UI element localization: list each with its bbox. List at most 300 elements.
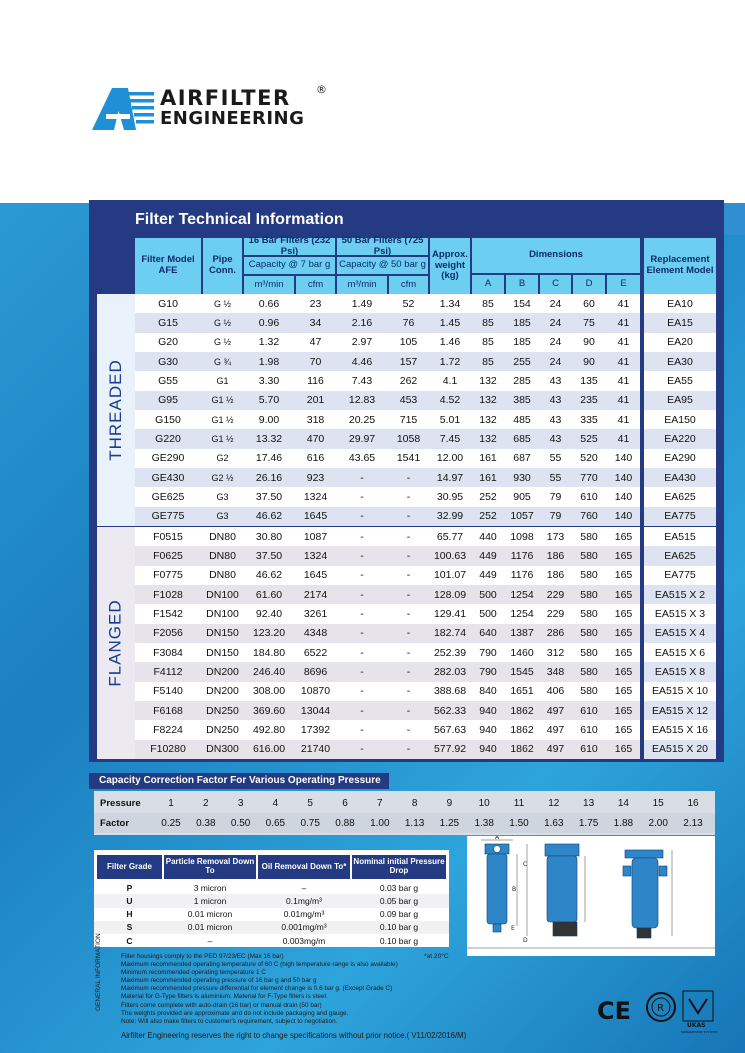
cell-m3b: 4.46 (351, 355, 373, 368)
note-line: Maximum recommended pressure differential for element change is 0.6 bar g. (Except Grade C) (121, 985, 393, 993)
grade-cell: 0.003mg/m (282, 935, 326, 946)
grade-cell: 0.10 bar g (379, 922, 419, 933)
cell-e: 165 (614, 743, 633, 756)
cell-pipe: G ¾ (213, 356, 231, 367)
pressure-value: 4 (272, 797, 279, 809)
cell-replacement: EA55 (644, 371, 716, 390)
note-line: Maximum recommended operating temperature of 60 C (high temperature range is also available) (121, 961, 398, 969)
cell-cfma: 1324 (303, 549, 328, 562)
header-dim-d: D (573, 275, 605, 294)
grade-row (94, 881, 449, 895)
cell-m3a: 5.70 (258, 394, 280, 407)
cell-m3a: 184.80 (252, 646, 286, 659)
cell-a: 132 (479, 432, 497, 445)
cell-wt: 7.45 (439, 432, 461, 445)
cell-c: 348 (546, 665, 565, 678)
cell-cfma: 201 (306, 394, 325, 407)
cell-c: 312 (546, 646, 565, 659)
cell-m3b: - (360, 646, 364, 659)
cell-a: 940 (479, 723, 497, 736)
cell-replacement: EA30 (644, 352, 716, 371)
cell-cfma: 1645 (303, 569, 328, 582)
cell-m3b: - (360, 588, 364, 601)
cell-e: 165 (614, 569, 633, 582)
airfilter-logo-icon (92, 88, 156, 130)
cell-m3b: - (360, 471, 364, 484)
cell-model: F0775 (153, 569, 183, 582)
cell-model: F2056 (153, 627, 183, 640)
table-row (135, 429, 640, 448)
cell-a: 252 (479, 510, 497, 523)
cell-cfmb: - (406, 723, 411, 736)
cell-d: 60 (583, 297, 595, 310)
cell-cfma: 8696 (303, 665, 328, 678)
g-type-filter-drawing (485, 844, 509, 932)
cell-e: 165 (614, 607, 633, 620)
grade-cell: 0.09 bar g (379, 909, 419, 920)
cell-c: 43 (549, 432, 562, 445)
cell-b: 285 (513, 374, 531, 387)
grade-cell: 0.01mg/m³ (283, 909, 325, 920)
cell-cfma: 23 (309, 297, 322, 310)
cell-b: 185 (513, 336, 531, 349)
cell-e: 41 (617, 316, 630, 329)
grade-cell: 1 micron (193, 895, 227, 906)
diagram-label-b: B (512, 886, 517, 893)
note-line: Maximum recommended operating pressure of 16 bar g and 50 bar g (121, 977, 317, 985)
factor-value: 0.25 (161, 817, 181, 829)
cell-b: 1862 (510, 723, 534, 736)
table-row (135, 682, 640, 701)
cell-c: 43 (549, 394, 562, 407)
header-dim-c: C (540, 275, 571, 294)
cell-replacement: EA625 (644, 487, 716, 506)
cell-cfmb: - (406, 471, 411, 484)
cell-pipe: DN200 (206, 685, 239, 698)
cell-model: F0515 (153, 530, 183, 543)
cell-pipe: G1 (216, 375, 229, 386)
cell-m3b: 20.25 (348, 413, 376, 426)
cell-b: 185 (513, 316, 531, 329)
cell-pipe: G1 ½ (211, 395, 234, 406)
cell-d: 90 (583, 336, 595, 349)
cell-model: F8224 (153, 723, 183, 736)
cell-pipe: G1 ½ (211, 433, 234, 444)
cell-pipe: DN100 (206, 588, 239, 601)
cell-cfma: 13044 (300, 704, 331, 717)
cell-model: GE775 (151, 510, 185, 523)
cell-m3b: 7.43 (351, 374, 373, 387)
header-model: Filter Model AFE (135, 238, 201, 294)
cell-e: 165 (614, 704, 633, 717)
cell-cfma: 1645 (303, 510, 328, 523)
threaded-label: THREADED (106, 359, 126, 461)
cell-m3b: - (360, 490, 364, 503)
cell-pipe: DN300 (206, 743, 239, 756)
cell-model: F5140 (153, 685, 183, 698)
cell-a: 500 (479, 607, 497, 620)
cell-m3a: 1.98 (258, 355, 280, 368)
cell-cfmb: 52 (402, 297, 415, 310)
cell-e: 140 (614, 490, 633, 503)
side-flanged (97, 527, 135, 759)
cell-replacement: EA515 (644, 527, 716, 546)
cell-m3b: - (360, 685, 364, 698)
grade-cell: U (126, 895, 133, 906)
cell-b: 1098 (510, 530, 534, 543)
cell-m3b: - (360, 743, 364, 756)
temperature-note: *at 20°C (424, 953, 449, 960)
cell-m3a: 9.00 (258, 413, 280, 426)
cell-wt: 12.00 (436, 452, 464, 465)
cell-b: 1651 (510, 685, 534, 698)
cell-m3a: 308.00 (252, 685, 286, 698)
table-row (135, 546, 640, 565)
cell-d: 610 (580, 723, 598, 736)
cell-e: 41 (617, 336, 630, 349)
cell-replacement: EA10 (644, 294, 716, 313)
cell-d: 760 (580, 510, 598, 523)
diagram-label-a: A (495, 836, 500, 841)
factor-value: 2.13 (683, 817, 703, 829)
cell-pipe: G1 ½ (211, 414, 234, 425)
cell-m3a: 46.62 (255, 510, 283, 523)
diagram-label-d: D (523, 937, 528, 944)
note-line: Filters come complete with auto-drain (16 bar) or manual drain (50 bar) (121, 1001, 322, 1009)
pressure-value: 6 (342, 797, 348, 809)
cell-cfmb: 453 (399, 394, 418, 407)
cell-e: 165 (614, 530, 633, 543)
cell-e: 165 (614, 685, 633, 698)
cell-d: 90 (583, 355, 595, 368)
pressure-value: 5 (307, 797, 313, 809)
cell-e: 140 (614, 510, 633, 523)
note-line: Note: Will also make filters to customer's requirement, subject to negotiation. (121, 1017, 338, 1025)
diagram-label-e: E (511, 925, 515, 932)
pressure-value: 3 (237, 797, 244, 809)
factor-label: Factor (100, 817, 130, 829)
cell-cfma: 47 (309, 336, 322, 349)
cell-cfmb: - (406, 743, 411, 756)
cell-cfmb: - (406, 569, 411, 582)
pressure-value: 2 (203, 797, 209, 809)
table-row (135, 313, 640, 332)
grade-cell: 3 micron (193, 882, 227, 893)
cell-d: 610 (580, 490, 598, 503)
cell-wt: 1.34 (439, 297, 461, 310)
cell-c: 186 (546, 549, 565, 562)
certification-marks (595, 985, 720, 1035)
table-row (135, 527, 640, 546)
cell-c: 43 (549, 413, 562, 426)
note-line: Filter housings comply to the PED 97/23/EC (Max 16 bar) (121, 953, 284, 960)
header-16bar-m3: m³/min (244, 276, 294, 294)
cell-m3b: - (360, 704, 364, 717)
cell-c: 286 (546, 627, 565, 640)
cell-m3b: - (360, 723, 364, 736)
cell-c: 55 (549, 452, 562, 465)
cell-replacement: EA150 (644, 410, 716, 429)
header-16bar-cfm: cfm (296, 276, 335, 294)
logo-line2: ENGINEERING (160, 108, 305, 129)
cell-a: 790 (479, 646, 497, 659)
ce-mark-icon: CE (597, 997, 632, 1025)
cell-b: 1545 (510, 665, 534, 678)
grade-cell: 0.03 bar g (379, 882, 419, 893)
cell-cfmb: 1541 (396, 452, 421, 465)
cell-cfmb: 1058 (396, 432, 421, 445)
cell-pipe: DN250 (206, 723, 239, 736)
cell-a: 85 (482, 336, 494, 349)
cell-cfmb: - (406, 646, 411, 659)
table-row (135, 643, 640, 662)
cell-m3a: 17.46 (255, 452, 283, 465)
cell-m3b: 29.97 (348, 432, 376, 445)
factor-value: 1.63 (544, 817, 564, 829)
cell-wt: 100.63 (433, 549, 467, 562)
cell-cfma: 3261 (303, 607, 328, 620)
factor-value: 0.75 (300, 817, 320, 829)
cell-wt: 5.01 (439, 413, 461, 426)
factor-value: 0.38 (196, 817, 216, 829)
cell-replacement: EA625 (644, 546, 716, 565)
pressure-value: 12 (548, 797, 560, 809)
factor-value: 0.50 (230, 817, 251, 829)
cell-replacement: EA95 (644, 391, 716, 410)
cell-e: 165 (614, 646, 633, 659)
cell-e: 165 (614, 723, 633, 736)
cell-cfma: 923 (306, 471, 325, 484)
cell-c: 79 (549, 490, 562, 503)
grade-cell: 0.1mg/m³ (286, 895, 322, 906)
disclaimer: Airfilter Engineering reserves the right to change specifications without prior notice.( V11/02/2016/M) (121, 1031, 467, 1040)
cell-d: 580 (580, 549, 598, 562)
cell-wt: 1.72 (439, 355, 461, 368)
cell-wt: 101.07 (433, 569, 467, 582)
side-threaded (97, 294, 135, 526)
cell-cfmb: - (406, 588, 411, 601)
cell-model: G150 (155, 413, 181, 426)
header-dim-a: A (472, 275, 504, 294)
cell-c: 24 (549, 297, 562, 310)
cell-wt: 30.95 (436, 490, 464, 503)
cell-wt: 4.52 (439, 394, 461, 407)
cell-c: 406 (546, 685, 565, 698)
cell-m3a: 92.40 (255, 607, 283, 620)
cell-m3b: 43.65 (348, 452, 376, 465)
cell-pipe: G ½ (213, 298, 231, 309)
table-row (135, 566, 640, 585)
cell-cfmb: - (406, 685, 411, 698)
cell-wt: 128.09 (433, 588, 467, 601)
grade-cell: H (126, 909, 133, 920)
cell-m3a: 616.00 (252, 743, 286, 756)
cell-pipe: G3 (216, 491, 229, 502)
registered-mark: ® (316, 83, 327, 96)
cell-a: 840 (479, 685, 497, 698)
grade-header-oil: Oil Removal Down To* (258, 855, 350, 879)
cell-cfmb: - (406, 510, 411, 523)
cell-pipe: DN150 (206, 627, 239, 640)
table-row (135, 701, 640, 720)
cell-b: 1460 (510, 646, 534, 659)
cell-m3a: 369.60 (252, 704, 286, 717)
cell-m3b: - (360, 665, 364, 678)
grade-cell: – (301, 882, 307, 893)
cell-cfma: 6522 (303, 646, 328, 659)
cell-cfmb: - (406, 607, 411, 620)
cell-cfma: 318 (306, 413, 325, 426)
cell-e: 140 (614, 471, 633, 484)
cell-pipe: DN200 (206, 665, 239, 678)
header-50bar-capacity: Capacity @ 50 bar g (337, 257, 428, 274)
table-row (135, 740, 640, 759)
cell-cfmb: 76 (402, 316, 415, 329)
cell-pipe: DN150 (206, 646, 239, 659)
brand-logo (92, 84, 332, 132)
factor-value: 1.13 (404, 817, 425, 829)
notes-list (121, 953, 591, 1026)
cell-a: 449 (479, 549, 497, 562)
cell-cfma: 116 (307, 374, 324, 387)
cell-m3b: - (360, 569, 364, 582)
pressure-value: 14 (617, 797, 629, 809)
cell-wt: 32.99 (436, 510, 464, 523)
cell-model: G95 (158, 394, 178, 407)
cell-d: 580 (580, 569, 598, 582)
cell-pipe: DN100 (206, 607, 239, 620)
cell-d: 770 (580, 471, 598, 484)
cell-cfmb: 105 (399, 336, 418, 349)
cell-d: 580 (580, 588, 598, 601)
cell-cfma: 21740 (300, 743, 331, 756)
cell-model: F1542 (153, 607, 183, 620)
cell-b: 1387 (510, 627, 534, 640)
factor-value: 1.00 (370, 817, 390, 829)
factor-value: 2.00 (648, 817, 668, 829)
header-16bar-capacity: Capacity @ 7 bar g (244, 257, 335, 274)
cell-a: 132 (479, 413, 497, 426)
factor-value: 0.88 (335, 817, 355, 829)
cell-a: 940 (479, 743, 497, 756)
cell-wt: 562.33 (433, 704, 467, 717)
table-row (135, 391, 640, 410)
cell-d: 135 (580, 374, 598, 387)
cell-model: F1028 (153, 588, 183, 601)
cell-c: 24 (549, 316, 562, 329)
cell-b: 905 (513, 490, 531, 503)
cell-cfmb: - (406, 490, 411, 503)
grade-cell: – (207, 935, 213, 946)
cell-c: 55 (549, 471, 562, 484)
cell-m3b: - (360, 549, 364, 562)
cell-b: 1254 (510, 588, 534, 601)
cell-cfma: 470 (306, 432, 325, 445)
cell-e: 41 (617, 394, 630, 407)
cell-wt: 1.46 (439, 336, 461, 349)
grade-cell: C (126, 935, 133, 946)
cell-m3b: 2.97 (351, 336, 373, 349)
cell-wt: 129.41 (433, 607, 467, 620)
cell-d: 580 (580, 607, 598, 620)
cell-model: F0625 (153, 549, 183, 562)
cell-d: 520 (580, 452, 598, 465)
ukas-mark-icon: UKAS (687, 1022, 706, 1029)
cell-cfmb: - (406, 665, 411, 678)
cell-c: 173 (546, 530, 565, 543)
note-line: Material for G-Type filters is aluminium. Material for F-Type filters is steel. (121, 993, 328, 1001)
pressure-value: 11 (513, 797, 525, 809)
table-row (135, 468, 640, 487)
cell-d: 610 (580, 704, 598, 717)
cell-e: 41 (617, 413, 630, 426)
cell-model: GE625 (151, 490, 185, 503)
cell-model: G15 (158, 316, 178, 329)
pressure-value: 7 (377, 797, 383, 809)
cell-a: 940 (479, 704, 497, 717)
cell-e: 41 (617, 297, 630, 310)
cell-replacement: EA220 (644, 429, 716, 448)
cell-a: 500 (479, 588, 497, 601)
factor-value: 1.88 (613, 817, 634, 829)
grade-header-pressure: Nominal initial Pressure Drop (352, 855, 446, 879)
grade-header-particle: Particle Removal Down To (164, 855, 256, 879)
note-line: The weights provided are approximate and do not include packaging and gauge. (121, 1009, 349, 1017)
cell-m3a: 246.40 (252, 665, 286, 678)
cell-replacement: EA515 X 20 (644, 740, 716, 759)
header-replacement: Replacement Element Model (644, 238, 716, 294)
cell-b: 1176 (510, 569, 534, 582)
cell-a: 449 (479, 569, 497, 582)
cell-cfma: 70 (309, 355, 322, 368)
general-information-label (95, 977, 107, 1011)
cell-wt: 577.92 (433, 743, 467, 756)
cell-model: GE430 (151, 471, 185, 484)
cell-replacement: EA515 X 6 (644, 643, 716, 662)
factor-value: 0.65 (265, 817, 286, 829)
correction-title: Capacity Correction Factor For Various Operating Pressure (99, 775, 381, 786)
table-row (135, 507, 640, 526)
cell-cfma: 4348 (303, 627, 328, 640)
cell-model: F10280 (150, 743, 186, 756)
factor-value: 1.75 (578, 817, 599, 829)
cell-replacement: EA515 X 10 (644, 682, 716, 701)
table-row (135, 487, 640, 506)
cell-m3a: 30.80 (255, 530, 283, 543)
table-row (135, 449, 640, 468)
table-row (135, 604, 640, 623)
cell-a: 161 (479, 452, 497, 465)
factor-value: 1.50 (509, 817, 529, 829)
cell-m3b: 2.16 (351, 316, 373, 329)
cell-model: F4112 (153, 665, 183, 678)
header-dim-b: B (506, 275, 538, 294)
cell-d: 580 (580, 646, 598, 659)
cell-c: 24 (549, 336, 562, 349)
cell-b: 385 (513, 394, 531, 407)
pressure-value: 8 (411, 797, 418, 809)
cell-replacement: EA515 X 2 (644, 585, 716, 604)
header-50bar-cfm: cfm (389, 276, 428, 294)
cell-replacement: EA430 (644, 468, 716, 487)
cell-wt: 4.1 (442, 374, 458, 387)
cell-replacement: EA515 X 16 (644, 720, 716, 739)
logo-line1: AIRFILTER (160, 86, 291, 110)
cell-model: G10 (158, 297, 178, 310)
cell-wt: 14.97 (436, 471, 464, 484)
table-row (135, 720, 640, 739)
cell-e: 41 (617, 374, 630, 387)
